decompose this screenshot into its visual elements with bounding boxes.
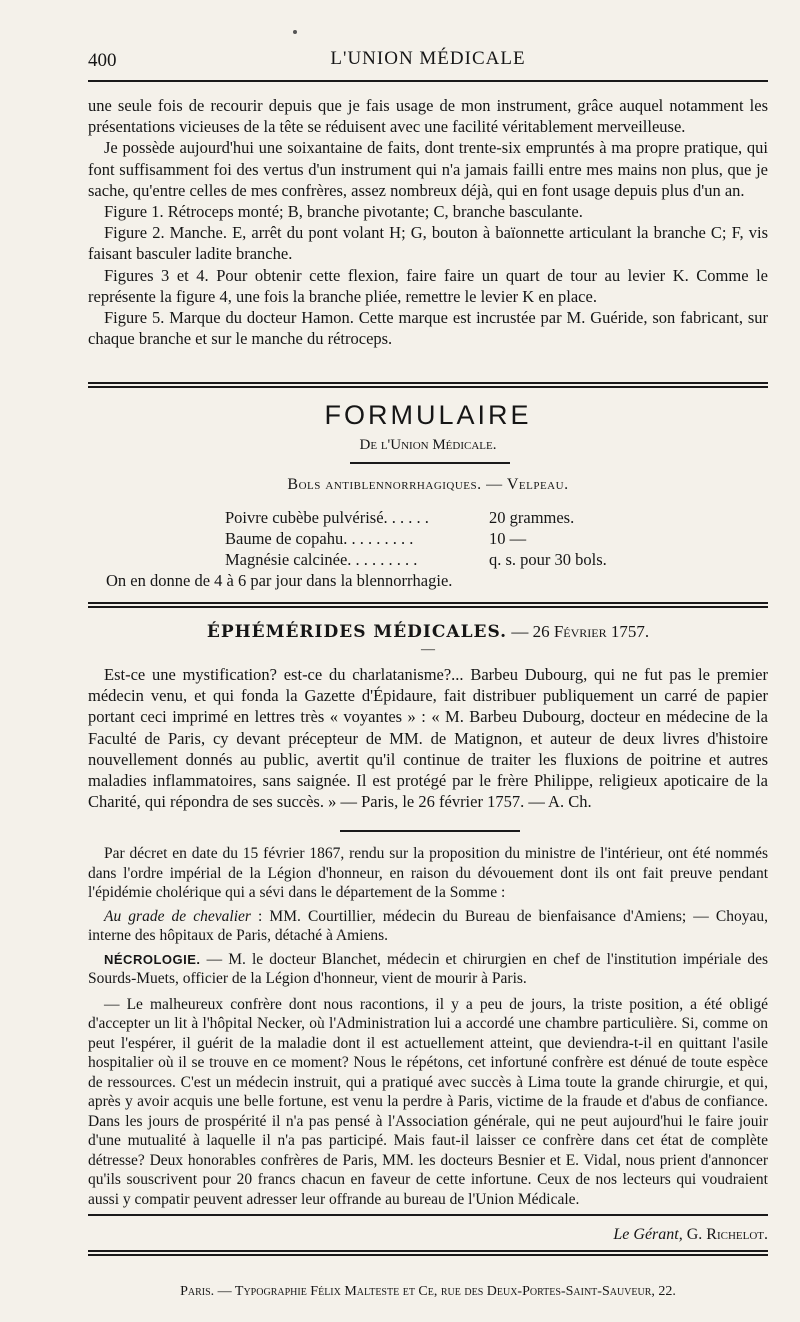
page-number: 400 [88,50,117,71]
chevalier-text: : MM. Courtillier, médecin du Bureau de bienfaisance d'Amiens; — Choyau, interne des hôpitaux de Paris, détaché à Amiens. [88,907,768,944]
imprint: Paris. — Typographie Félix Malteste et Ce, rue des Deux-Portes-Saint-Sauveur, 22. [180,1284,676,1299]
article-continuation [88,95,768,349]
decree-paragraph: Par décret en date du 15 février 1867, rendu sur la proposition du ministre de l'intérieur, ont été nommés dans l'ordre impérial de la Légion d'honneur, en raison du dévouement dont ils ont fait preuve pendant l'épidémie cholérique qui a sévi dans le département de la Somme : [88,845,768,901]
ephemerides-text: Est-ce une mystification? est-ce du charlatanisme?... Barbeu Dubourg, qui ne fut pas le premier médecin venu, et qui fonda la Gazette d'Épidaure, fait distribuer publiquement un carré de papier portant ceci imprimé en lettres très « voyantes » : « M. Barbeu Dubourg, docteur en médecine de la Faculté de Paris, cy devant précepteur de MM. de Matignon, et auteur de deux livres d'histoire nouvellement donnés au public, avertit qu'il continue de traiter les fluxions de poitrine et autres maladies inflammatoires, sans saignée. Il est protégé par le frère Philippe, religieux apoticaire de la Charité, qui répondra de ses succès. » — Paris, le 26 février 1757. — A. Ch. [88,665,768,812]
print-speck [293,30,297,34]
news-section [88,844,768,1209]
section-rule [88,606,768,608]
formulaire-subtitle: De l'Union Médicale. [359,437,497,453]
figure-caption: Figure 2. Manche. E, arrêt du pont volant H; G, bouton à baïonnette articulant la branche C; F, vis faisant basculer ladite branche. [88,223,768,264]
necrologie-label: NÉCROLOGIE. [104,951,201,967]
ephemerides-body [88,664,768,812]
intro-paragraph: Je possède aujourd'hui une soixantaine de faits, dont trente-six empruntés à ma propre pratique, qui font suffisamment foi des vertus d'un instrument qui n'a jamais failli entre mes mains non plus, que je sache, qu'entre celles de mes confrères, assez nombreux déjà, qui en font usage depuis plus d'un an. [88,138,768,200]
page-header [88,46,768,76]
ephemerides-title: ÉPHÉMÉRIDES MÉDICALES. [206,622,508,642]
section-rule [88,386,768,388]
ingredient-quantity: 10 — [489,529,527,548]
ephemerides-separator: — [421,642,435,657]
ingredient-quantity: q. s. pour 30 bols. [489,550,607,569]
running-title: L'UNION MÉDICALE [330,48,526,69]
figure-caption: Figures 3 et 4. Pour obtenir cette flexion, faire faire un quart de tour au levier K. Comme le représente la figure 4, une fois la branche pliée, remettre le levier K en place. [88,265,768,306]
section-rule [88,602,768,604]
ingredient-name: Baume de copahu. . . . . . . . . [225,529,414,548]
ephemerides-date: — 26 Février 1757. [511,622,650,641]
chevalier-label: Au grade de chevalier [104,907,251,925]
figure-caption: Figure 5. Marque du docteur Hamon. Cette marque est incrustée par M. Guéride, son fabricant, sur chaque branche et sur le manche du rétroceps. [88,308,768,349]
footer-rule [88,1250,768,1252]
signature [88,1226,768,1244]
necrologie-paragraph [88,950,768,989]
ephemerides-heading [88,622,768,642]
header-rule [88,80,768,82]
figure-caption: Figure 1. Rétroceps monté; B, branche pivotante; C, branche basculante. [104,202,583,222]
recipe-title: Bols antiblennorrhagiques. — Velpeau. [287,476,569,493]
appeal-paragraph: — Le malheureux confrère dont nous racontions, il y a peu de jours, la triste position, a été obligé d'accepter un lit à l'hôpital Necker, où l'Administration lui a accordé une chambre particulière. Si, comme on peut l'espérer, il guérit de la maladie dont il est actuellement atteint, que deviendra-t-il en quittant l'asile hospitalier où il se trouve en ce moment? Nous le répétons, cet infortuné confrère est dénué de toute espèce de ressources. C'est un médecin instruit, qui a pratiqué avec succès à Lima toute la grande chirurgie, et qui, après y avoir acquis une belle fortune, est venu la perdre à Paris, victime de la fraude et d'abus de confiance. Dans les jours de prospérité il n'a pas pensé à l'Association générale, qui ne peut aujourd'hui le faire jouir d'une mutualité à laquelle il n'a pas participé. Mais faut-il laisser ce confrère dans cet état de complète détresse? Deux honorables confrères de Paris, MM. les docteurs Besnier et E. Vidal, nous prient d'annoncer qu'ils souscrivent pour 20 francs chacun en faveur de cette infortune. Ceux de nos lecteurs qui voudraient aussi y compatir peuvent adresser leur offrande au bureau de l'Union Médicale. [88,995,768,1208]
signature-label: Le Gérant, [613,1226,683,1243]
ingredient-quantity: 20 grammes. [489,508,575,527]
formulaire-title: FORMULAIRE [324,400,532,430]
chevalier-paragraph [88,907,768,946]
necrologie-text: — M. le docteur Blanchet, médecin et chirurgien en chef de l'institution impériale des Sourds-Muets, officier de la Légion d'honneur, vient de mourir à Paris. [88,950,768,987]
short-rule [350,462,510,464]
section-rule [88,382,768,384]
footer-rule [88,1254,768,1256]
short-rule [340,830,520,832]
signature-name: G. Richelot. [686,1226,768,1243]
ingredient-name: Magnésie calcinée. . . . . . . . . [225,550,418,569]
section-rule [88,1214,768,1216]
ingredient-name: Poivre cubèbe pulvérisé. . . . . . [225,508,429,527]
intro-paragraph: une seule fois de recourir depuis que je fais usage de mon instrument, grâce auquel notamment les présentations vicieuses de la tête se réduisent avec une facilité véritablement merveilleuse. [88,96,768,137]
dosage-note: On en donne de 4 à 6 par jour dans la blennorrhagie. [106,571,453,590]
